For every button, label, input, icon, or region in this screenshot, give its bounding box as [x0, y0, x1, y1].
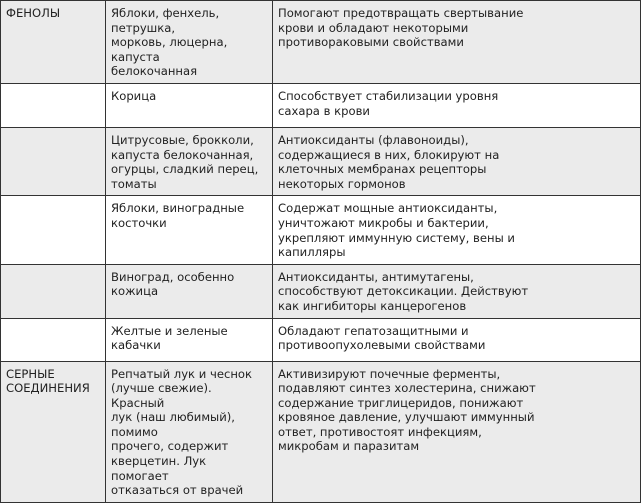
effect-cell: Антиоксиданты (флавоноиды), содержащиеся в них, блокируют на клеточных мембранах рецепторы некоторых гормонов — [273, 127, 641, 195]
source-cell: Желтые и зеленые кабачки — [106, 318, 273, 361]
table-row — [1, 1, 641, 84]
effect-cell: Антиоксиданты, антимутагены, способствуют детоксикации. Действуют как ингибиторы канцерогенов — [273, 264, 641, 318]
source-cell: Корица — [106, 83, 273, 127]
source-cell: Яблоки, фенхель, петрушка, морковь, люцерна, капуста белокочанная — [106, 1, 273, 84]
effect-cell: Обладают гепатозащитными и противоопухолевыми свойствами — [273, 318, 641, 361]
effect-cell: Содержат мощные антиоксиданты, уничтожают микробы и бактерии, укрепляют иммунную систему, вены и капилляры — [273, 196, 641, 264]
source-cell: Цитрусовые, брокколи, капуста белокочанная, огурцы, сладкий перец, томаты — [106, 127, 273, 195]
group-cell: ФЕНОЛЫ — [1, 1, 106, 84]
table-row — [1, 318, 641, 361]
effect-cell: Способствует стабилизации уровня сахара в крови — [273, 83, 641, 127]
effect-cell: Помогают предотвращать свертывание крови и обладают некоторыми противораковыми свойствами — [273, 1, 641, 84]
effect-cell: Активизируют почечные ферменты, подавляют синтез холестерина, снижают содержание триглицеридов, понижают кровяное давление, улучшают иммунный ответ, противостоят инфекциям, микробам и паразитам — [273, 361, 641, 502]
table-row — [1, 361, 641, 502]
table-row — [1, 264, 641, 318]
table-row — [1, 127, 641, 195]
group-cell: СЕРНЫЕ СОЕДИНЕНИЯ — [1, 361, 106, 502]
table-row — [1, 83, 641, 127]
group-cell — [1, 127, 106, 195]
group-cell — [1, 196, 106, 264]
table-row — [1, 196, 641, 264]
group-cell — [1, 264, 106, 318]
source-cell: Яблоки, виноградные косточки — [106, 196, 273, 264]
group-cell — [1, 318, 106, 361]
source-cell: Виноград, особенно кожица — [106, 264, 273, 318]
source-cell: Репчатый лук и чеснок (лучше свежие). Красный лук (наш любимый), помимо прочего, содержит кверцетин. Лук помогает отказаться от врачей — [106, 361, 273, 502]
group-cell — [1, 83, 106, 127]
